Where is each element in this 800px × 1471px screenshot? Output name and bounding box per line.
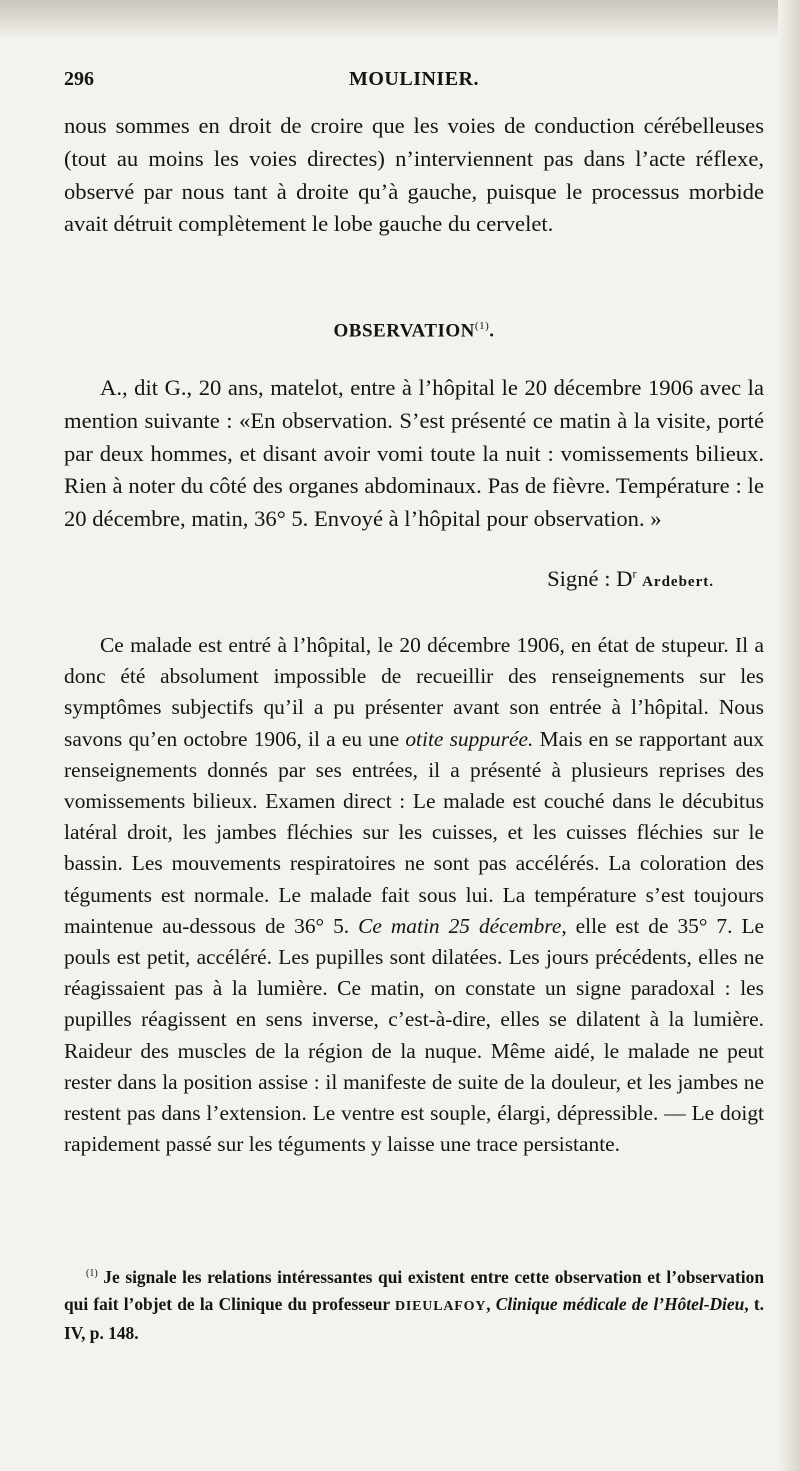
footnote-author: DIEULAFOY bbox=[395, 1298, 487, 1314]
paragraph-intro: nous sommes en droit de croire que les voies de conduction cérébelleuses (tout au moins les voies directes) n’interviennent pas dans l’acte réflexe, observé par nous tant à droite qu’à gauche, puisque le processus morbide avait détruit complètement le lobe gauche du cervelet. bbox=[64, 113, 764, 237]
observation-heading bbox=[64, 320, 764, 342]
footnote-italic: Clinique médicale de l’Hôtel-Dieu bbox=[495, 1293, 745, 1314]
footnote-text-1: Je signale les relations intéressantes qui existent entre cette observation et l’observation qui fait l’objet de la Clinique du professeur bbox=[64, 1266, 764, 1314]
observation-title-end: . bbox=[489, 320, 495, 342]
exam-text-1: Ce malade est entré à l’hôpital, le 20 décembre 1906, en état de stupeur. Il a donc été absolument impossible de recueillir des renseignements sur les symptômes subjectifs qu’il a pu présenter avant son entrée à l’hôpital. Nous savons qu’en octobre 1906, il a eu une bbox=[64, 633, 764, 751]
signature-name: Ardebert. bbox=[642, 574, 714, 590]
footnote-reference: (1) bbox=[474, 320, 490, 332]
page-number: 296 bbox=[64, 68, 94, 90]
exam-italic-1: otite suppurée. bbox=[405, 726, 534, 751]
footnote bbox=[64, 1260, 764, 1347]
footnote-text-2: , t. IV, p. 148. bbox=[64, 1293, 764, 1343]
exam-text-2: Mais en se rapportant aux renseignements donnés par ses entrées, il a présenté à plusieurs reprises des vomissements bilieux. Examen direct : Le malade est couché dans le décubitus latéral droit, les jambes fléchies sur les cuisses, et les cuisses fléchies sur le bassin. Les mouvements respiratoires ne sont pas accélérés. La coloration des téguments est normale. Le malade fait sous lui. La température s’est toujours maintenue au-dessous de 36° 5. bbox=[64, 726, 764, 938]
footnote-marker: (1) bbox=[86, 1268, 98, 1279]
footnote-comma: , bbox=[486, 1293, 496, 1314]
page-header bbox=[64, 68, 764, 98]
paragraph-admission: A., dit G., 20 ans, matelot, entre à l’hôpital le 20 décembre 1906 avec la mention suivante : «En observation. S’est présenté ce matin à la visite, porté par deux hommes, et disant avoir vomi toute la nuit : vomissements bilieux. Rien à noter du côté des organes abdominaux. Pas de fièvre. Température : le 20 décembre, matin, 36° 5. Envoyé à l’hôpital pour observation. » bbox=[64, 375, 764, 532]
exam-italic-2: Ce matin 25 décembre bbox=[358, 913, 562, 938]
exam-text-3: , elle est de 35° 7. Le pouls est petit, accéléré. Les pupilles sont dilatées. Les jours précédents, elles ne réagissaient pas à la lumière. Ce matin, on constate un signe paradoxal : les pupilles réagissent en sens inverse, c’est-à-dire, elles se dilatent à la lumière. Raideur des muscles de la région de la nuque. Même aidé, le malade ne peut rester dans la position assise : il manifeste de suite de la douleur, et les jambes ne restent pas dans l’extension. Le ventre est souple, élargi, dépressible. — Le doigt rapidement passé sur les téguments y laisse une trace persistante. bbox=[64, 913, 765, 1157]
signature bbox=[64, 566, 714, 592]
observation-title: OBSERVATION bbox=[333, 320, 475, 342]
running-head: MOULINIER. bbox=[348, 68, 479, 90]
signature-sup: r bbox=[632, 566, 637, 581]
scan-shadow-right bbox=[778, 0, 800, 1471]
scan-shadow-top bbox=[0, 0, 800, 40]
signature-prefix: Signé : D bbox=[547, 566, 633, 591]
paragraph-examination bbox=[64, 630, 764, 1160]
